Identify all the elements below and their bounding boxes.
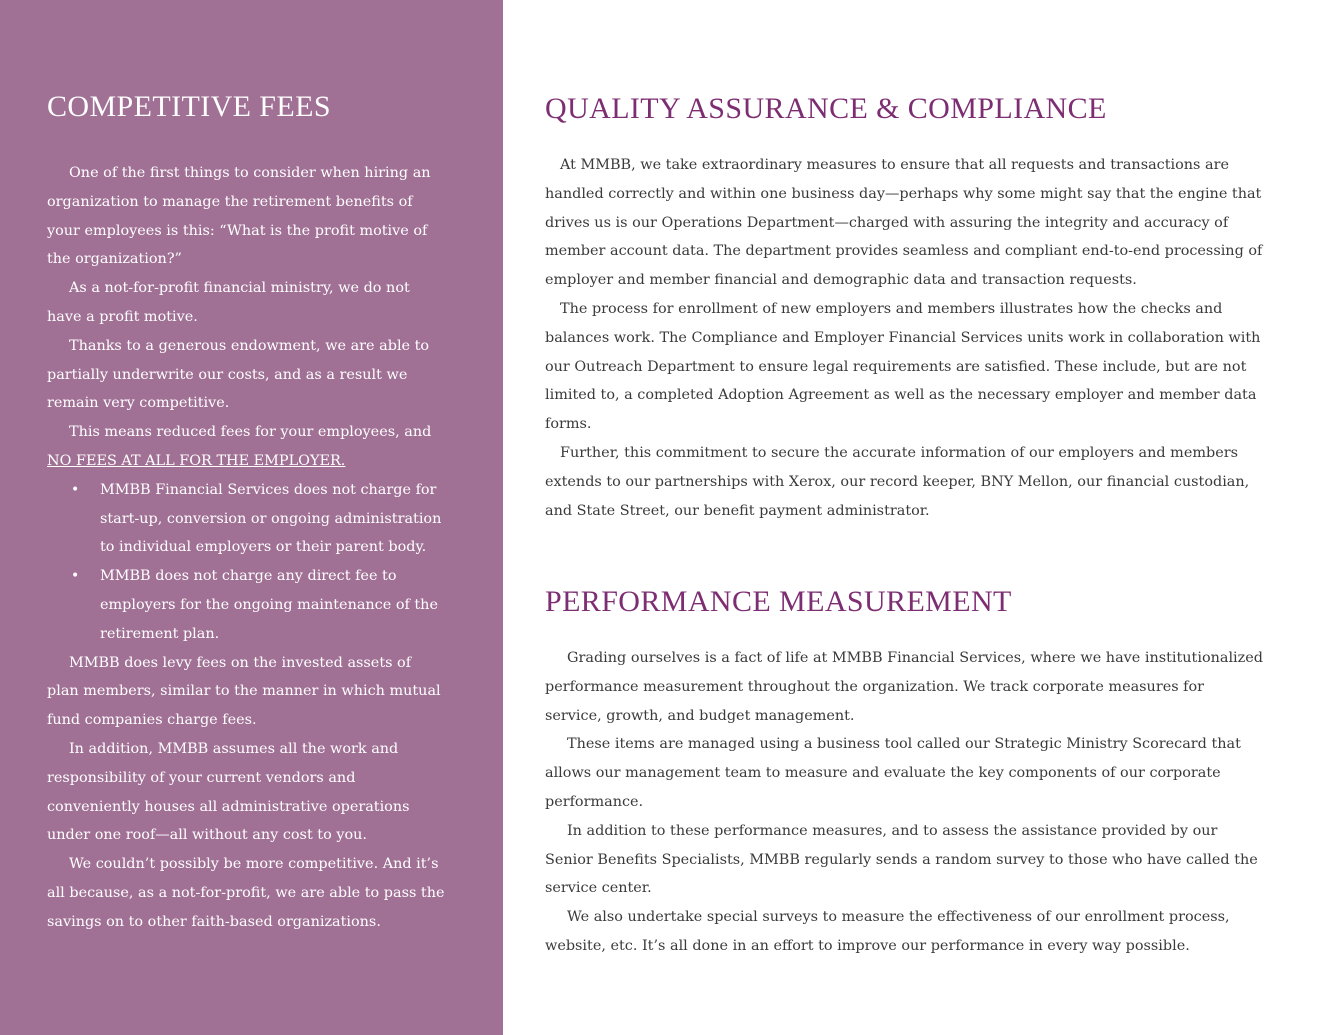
competitive-fees-heading: COMPETITIVE FEES [47, 90, 331, 123]
bullet-text: MMBB does not charge any direct fee to employers for the ongoing maintenance of the retirement plan. [100, 568, 438, 642]
fees-paragraph: As a not-for-profit financial ministry, we do not have a profit motive. [47, 280, 410, 325]
performance-paragraph: Grading ourselves is a fact of life at MMBB Financial Services, where we have institutionalized performance measurement throughout the organization. We track corporate measures for service, growth, and budget management. [545, 650, 1263, 724]
performance-paragraph: These items are managed using a business tool called our Strategic Ministry Scorecard that allows our management team to measure and evaluate the key components of our corporate performance. [545, 736, 1241, 810]
list-item [71, 562, 445, 648]
quality-paragraph: At MMBB, we take extraordinary measures to ensure that all requests and transactions are handled correctly and within one business day—perhaps why some might say that the engine that drives us is our Operations Department—charged with assuring the integrity and accuracy of member account data. The department provides seamless and compliant end-to-end processing of employer and member financial and demographic data and transaction requests. [545, 157, 1263, 289]
performance-measurement-body [545, 644, 1265, 961]
fees-paragraph: MMBB does levy fees on the invested assets of plan members, similar to the manner in which mutual fund companies charge fees. [47, 654, 441, 729]
no-fees-emphasis: NO FEES AT ALL FOR THE EMPLOYER. [47, 452, 346, 469]
quality-paragraph: The process for enrollment of new employers and members illustrates how the checks and balances work. The Compliance and Employer Financial Services units work in collaboration with our Outreach Department to ensure legal requirements are satisfied. These include, but are not limited to, a completed Adoption Agreement as well as the necessary employer and member data forms. [545, 300, 1261, 433]
performance-measurement-heading: PERFORMANCE MEASUREMENT [545, 585, 1012, 618]
right-content-panel [503, 0, 1340, 1035]
fees-paragraph: This means reduced fees for your employees, and [69, 424, 432, 441]
list-item [71, 476, 445, 562]
quality-assurance-heading: QUALITY ASSURANCE & COMPLIANCE [545, 92, 1107, 125]
performance-paragraph: In addition to these performance measures, and to assess the assistance provided by our Senior Benefits Specialists, MMBB regularly sends a random survey to those who have called the service center. [545, 822, 1258, 897]
quality-paragraph: Further, this commitment to secure the accurate information of our employers and members extends to our partnerships with Xerox, our record keeper, BNY Mellon, our financial custodian, and State Street, our benefit payment administrator. [545, 444, 1250, 519]
competitive-fees-panel [0, 0, 503, 1035]
bullet-icon: • [71, 568, 80, 585]
fees-paragraph: One of the first things to consider when hiring an organization to manage the retirement benefits of your employees is this: “What is the profit motive of the organization?” [47, 165, 431, 268]
quality-assurance-body [545, 151, 1265, 525]
fees-paragraph: In addition, MMBB assumes all the work and responsibility of your current vendors and conveniently houses all administrative operations under one roof—all without any cost to you. [47, 740, 410, 844]
fees-paragraph: Thanks to a generous endowment, we are able to partially underwrite our costs, and as a result we remain very competitive. [47, 337, 430, 412]
fees-bullet-list [47, 476, 447, 649]
bullet-icon: • [71, 481, 80, 498]
performance-paragraph: We also undertake special surveys to measure the effectiveness of our enrollment process, website, etc. It’s all done in an effort to improve our performance in every way possible. [545, 909, 1230, 954]
competitive-fees-body [47, 159, 447, 937]
bullet-text: MMBB Financial Services does not charge for start-up, conversion or ongoing administration to individual employers or their parent body. [100, 481, 442, 556]
fees-paragraph: We couldn’t possibly be more competitive. And it’s all because, as a not-for-profit, we are able to pass the savings on to other faith-based organizations. [47, 856, 445, 930]
